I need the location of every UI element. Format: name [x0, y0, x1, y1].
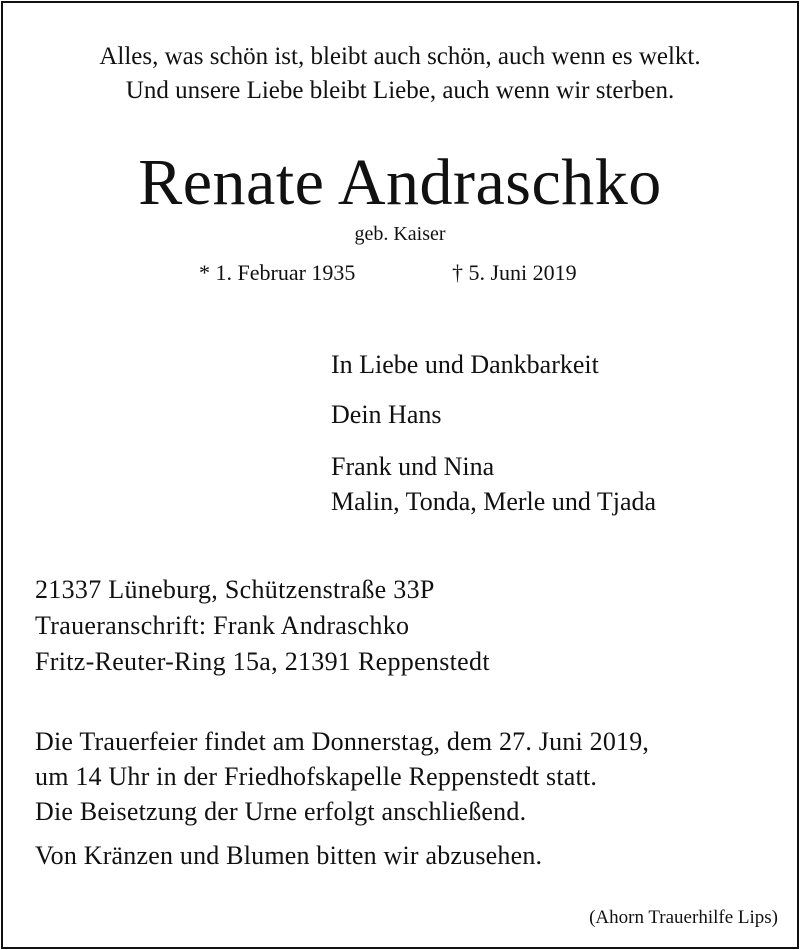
motto-line-1: Alles, was schön ist, bleibt auch schön, auch wenn es welkt.	[99, 43, 701, 70]
motto-line-2: Und unsere Liebe bleibt Liebe, auch wenn wir sterben.	[125, 77, 675, 104]
service-line-1: Die Trauerfeier findet am Donnerstag, dem 27. Juni 2019,	[35, 727, 650, 756]
death-date: † 5. Juni 2019	[452, 260, 577, 285]
condolence-address: Fritz-Reuter-Ring 15a, 21391 Reppenstedt	[35, 647, 490, 676]
deceased-name: Renate Andraschko	[138, 146, 662, 219]
condolence-contact: Traueranschrift: Frank Andraschko	[35, 611, 410, 640]
maiden-name: geb. Kaiser	[354, 223, 446, 245]
dedication: In Liebe und Dankbarkeit	[331, 350, 599, 379]
mourner-children: Frank und Nina	[331, 452, 495, 481]
mourner-grandchildren: Malin, Tonda, Merle und Tjada	[331, 487, 657, 516]
service-line-4: Von Kränzen und Blumen bitten wir abzusehen.	[35, 841, 543, 870]
service-line-2: um 14 Uhr in der Friedhofskapelle Reppenstedt statt.	[35, 762, 598, 791]
service-line-3: Die Beisetzung der Urne erfolgt anschließend.	[35, 797, 527, 826]
mourner-spouse: Dein Hans	[331, 400, 442, 429]
funeral-home-credit: (Ahorn Trauerhilfe Lips)	[589, 907, 778, 928]
birth-date: * 1. Februar 1935	[199, 260, 356, 285]
residence-address: 21337 Lüneburg, Schützenstraße 33P	[35, 575, 435, 604]
